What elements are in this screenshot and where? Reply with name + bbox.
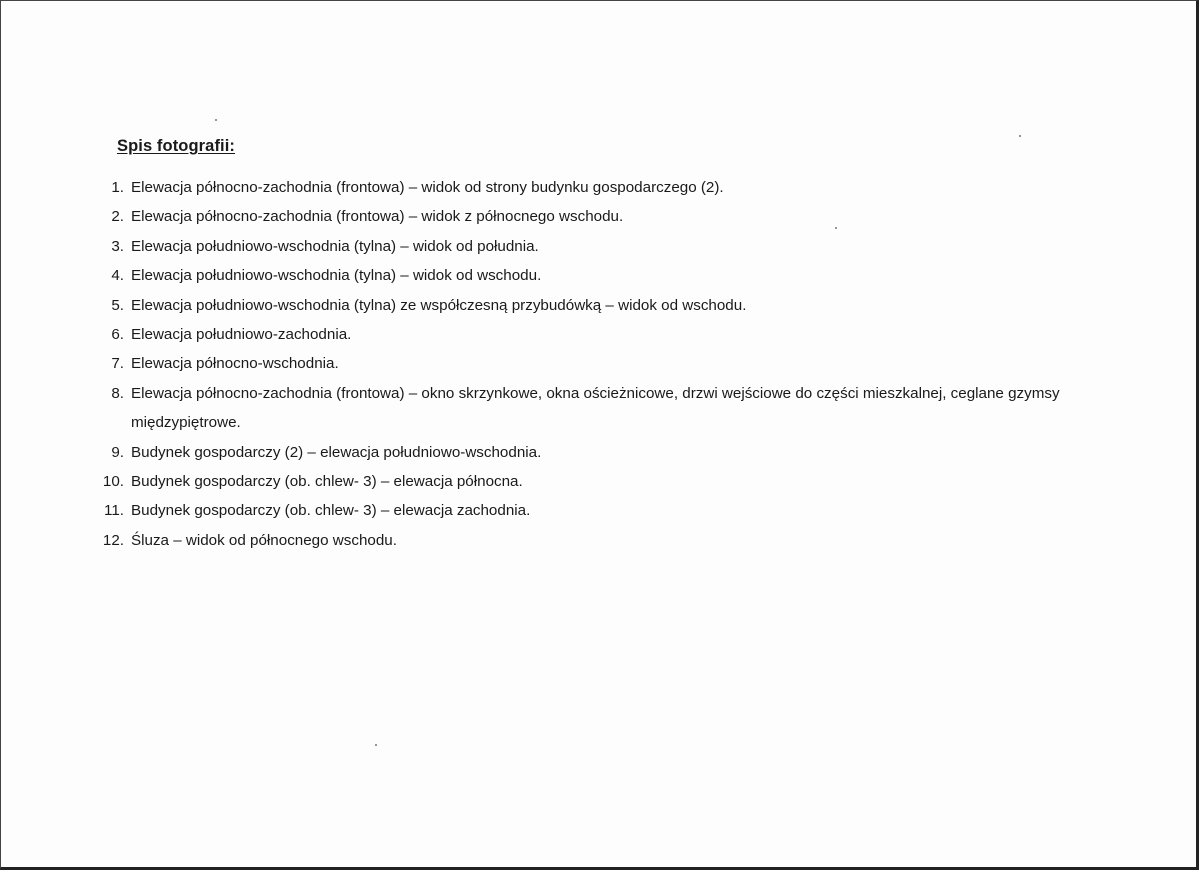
list-item-number: 8. — [111, 384, 124, 402]
list-item-text: Budynek gospodarczy (ob. chlew- 3) – elewacja północna. — [131, 473, 523, 491]
list-item-number: 5. — [111, 296, 124, 314]
list-item-number: 3. — [111, 237, 124, 255]
list-item-text: Elewacja północno-zachodnia (frontowa) – widok z północnego wschodu. — [131, 208, 624, 226]
list-item — [97, 349, 1137, 378]
list-item-text: Budynek gospodarczy (ob. chlew- 3) – elewacja zachodnia. — [131, 502, 531, 520]
list-item-number: 4. — [111, 267, 124, 285]
scan-speck — [835, 227, 837, 229]
list-item-text: Elewacja północno-wschodnia. — [131, 355, 339, 373]
scan-speck — [1019, 135, 1021, 137]
list-item-text: Elewacja południowo-wschodnia (tylna) – widok od wschodu. — [131, 267, 542, 285]
document-title: Spis fotografii: — [117, 137, 236, 155]
list-item-number: 2. — [111, 208, 124, 226]
list-item-number: 6. — [111, 326, 124, 344]
list-item-text: Elewacja południowo-zachodnia. — [131, 326, 352, 344]
list-item — [97, 261, 1137, 290]
list-item-text: Elewacja północno-zachodnia (frontowa) – okno skrzynkowe, okna ościeżnicowe, drzwi wejściowe do części mieszkalnej, ceglane gzymsy międzypiętrowe. — [131, 384, 1060, 432]
list-item-number: 11. — [104, 502, 124, 520]
list-item — [97, 232, 1137, 261]
list-item-text: Elewacja południowo-wschodnia (tylna) – widok od południa. — [131, 237, 539, 255]
list-item — [97, 173, 1137, 202]
list-item — [97, 320, 1137, 349]
list-item — [97, 496, 1137, 525]
list-item — [97, 291, 1137, 320]
list-item — [97, 467, 1137, 496]
list-item-number: 9. — [111, 443, 124, 461]
list-item-text: Śluza – widok od północnego wschodu. — [131, 531, 397, 549]
photo-list — [97, 173, 1137, 555]
list-item — [97, 379, 1137, 438]
list-item — [97, 202, 1137, 231]
list-item-text: Elewacja północno-zachodnia (frontowa) – widok od strony budynku gospodarczego (2). — [131, 179, 724, 196]
list-item-number: 12. — [102, 531, 124, 549]
list-item-number: 10. — [102, 473, 124, 491]
scan-speck — [375, 744, 377, 746]
list-item — [97, 526, 1137, 555]
list-item-text: Budynek gospodarczy (2) – elewacja południowo-wschodnia. — [131, 443, 542, 461]
list-item-text: Elewacja południowo-wschodnia (tylna) ze współczesną przybudówką – widok od wschodu. — [131, 296, 747, 314]
scan-speck — [215, 119, 217, 121]
list-item-number: 7. — [111, 355, 124, 373]
list-item-number: 1. — [111, 179, 124, 196]
list-item — [97, 438, 1137, 467]
